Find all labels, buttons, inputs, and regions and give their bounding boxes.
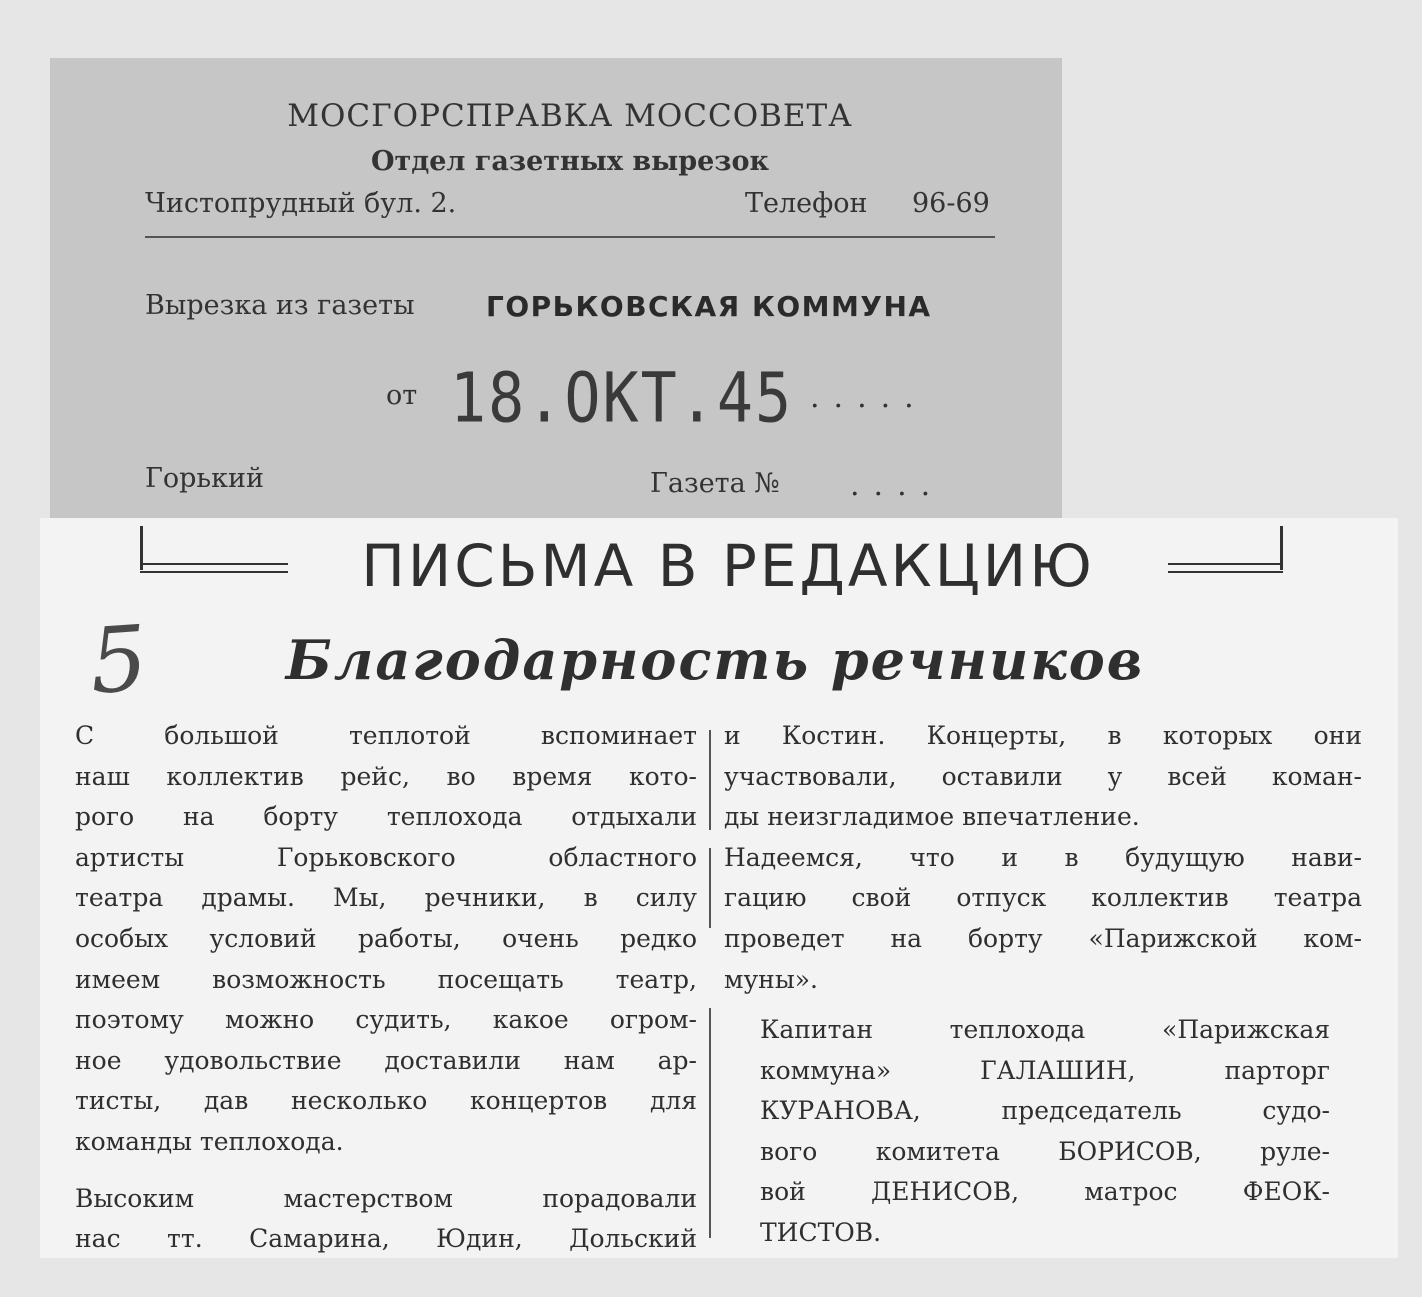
article-line: проведет на борту «Парижской ком- bbox=[724, 923, 1362, 953]
signature-line: вой ДЕНИСОВ, матрос ФЕОК- bbox=[760, 1177, 1330, 1207]
rubric-rule-left bbox=[140, 563, 288, 573]
paragraph-gap bbox=[75, 1163, 697, 1179]
signature-line: Капитан теплохода «Парижская bbox=[760, 1015, 1330, 1044]
signature-line: КУРАНОВА, председатель судо- bbox=[760, 1096, 1330, 1126]
article-line: артисты Горьковского областного bbox=[75, 842, 697, 872]
article-line: имеем возможность посещать театр, bbox=[75, 964, 697, 994]
article-line: ное удовольствие доставили нам ар- bbox=[75, 1045, 697, 1075]
signature-line: коммуна» ГАЛАШИН, парторг bbox=[760, 1055, 1330, 1085]
article-line: нас тт. Самарина, Юдин, Дольский bbox=[75, 1224, 697, 1254]
date-stamp: 18.ОКТ.45 bbox=[450, 358, 794, 439]
article-line: поэтому можно судить, какое огром- bbox=[75, 1005, 697, 1035]
issue-number-label: Газета № bbox=[650, 468, 780, 499]
article-line: наш коллектив рейс, во время кото- bbox=[75, 761, 697, 791]
clipping-from-label: Вырезка из газеты bbox=[145, 290, 415, 321]
article-line: С большой теплотой вспоминает bbox=[75, 721, 697, 750]
rubric-heading: ПИСЬМА В РЕДАКЦИЮ bbox=[361, 532, 1095, 600]
phone-number: 96-69 bbox=[912, 188, 990, 219]
article-line: и Костин. Концерты, в которых они bbox=[724, 721, 1362, 750]
article-line: гацию свой отпуск коллектив театра bbox=[724, 883, 1362, 913]
label-divider bbox=[145, 236, 995, 238]
article-line: Высоким мастерством порадовали bbox=[75, 1183, 697, 1213]
agency-name: МОСГОРСПРАВКА МОССОВЕТА bbox=[287, 98, 853, 134]
signature-line: ТИСТОВ. bbox=[760, 1217, 882, 1247]
newspaper-clipping bbox=[40, 518, 1398, 1258]
agency-label bbox=[50, 58, 1062, 528]
phone-label: Телефон bbox=[745, 188, 868, 219]
date-dots: ..... bbox=[810, 380, 928, 415]
column-divider bbox=[709, 848, 711, 928]
date-prefix: от bbox=[386, 380, 418, 411]
newspaper-name: ГОРЬКОВСКАЯ КОММУНА bbox=[486, 290, 932, 323]
article-line: тисты, дав несколько концертов для bbox=[75, 1086, 697, 1116]
column-divider bbox=[709, 730, 711, 830]
article-line: театра драмы. Мы, речники, в силу bbox=[75, 883, 697, 913]
rubric-rule-right-tick bbox=[1280, 526, 1283, 570]
city-name: Горький bbox=[145, 463, 264, 494]
article-right-column bbox=[724, 716, 1362, 1000]
column-divider bbox=[709, 1008, 711, 1238]
issue-number-dots: .... bbox=[850, 468, 945, 503]
signature-line: вого комитета БОРИСОВ, руле- bbox=[760, 1136, 1330, 1166]
article-line: участвовали, оставили у всей коман- bbox=[724, 761, 1362, 791]
article-line: муны». bbox=[724, 964, 818, 994]
article-line: особых условий работы, очень редко bbox=[75, 923, 697, 953]
article-line: Надеемся, что и в будущую нави- bbox=[724, 842, 1362, 872]
signature-block bbox=[760, 1010, 1330, 1254]
article-title: Благодарность речников bbox=[285, 628, 1145, 692]
article-line: ды неизгладимое впечатление. bbox=[724, 802, 1140, 832]
article-line: команды теплохода. bbox=[75, 1126, 344, 1156]
department-name: Отдел газетных вырезок bbox=[371, 146, 769, 177]
article-line: рого на борту теплохода отдыхали bbox=[75, 802, 697, 832]
rubric-rule-right bbox=[1168, 563, 1283, 573]
article-left-column bbox=[75, 716, 697, 1260]
handwritten-number: 5 bbox=[86, 606, 151, 715]
agency-address: Чистопрудный бул. 2. bbox=[145, 188, 457, 219]
